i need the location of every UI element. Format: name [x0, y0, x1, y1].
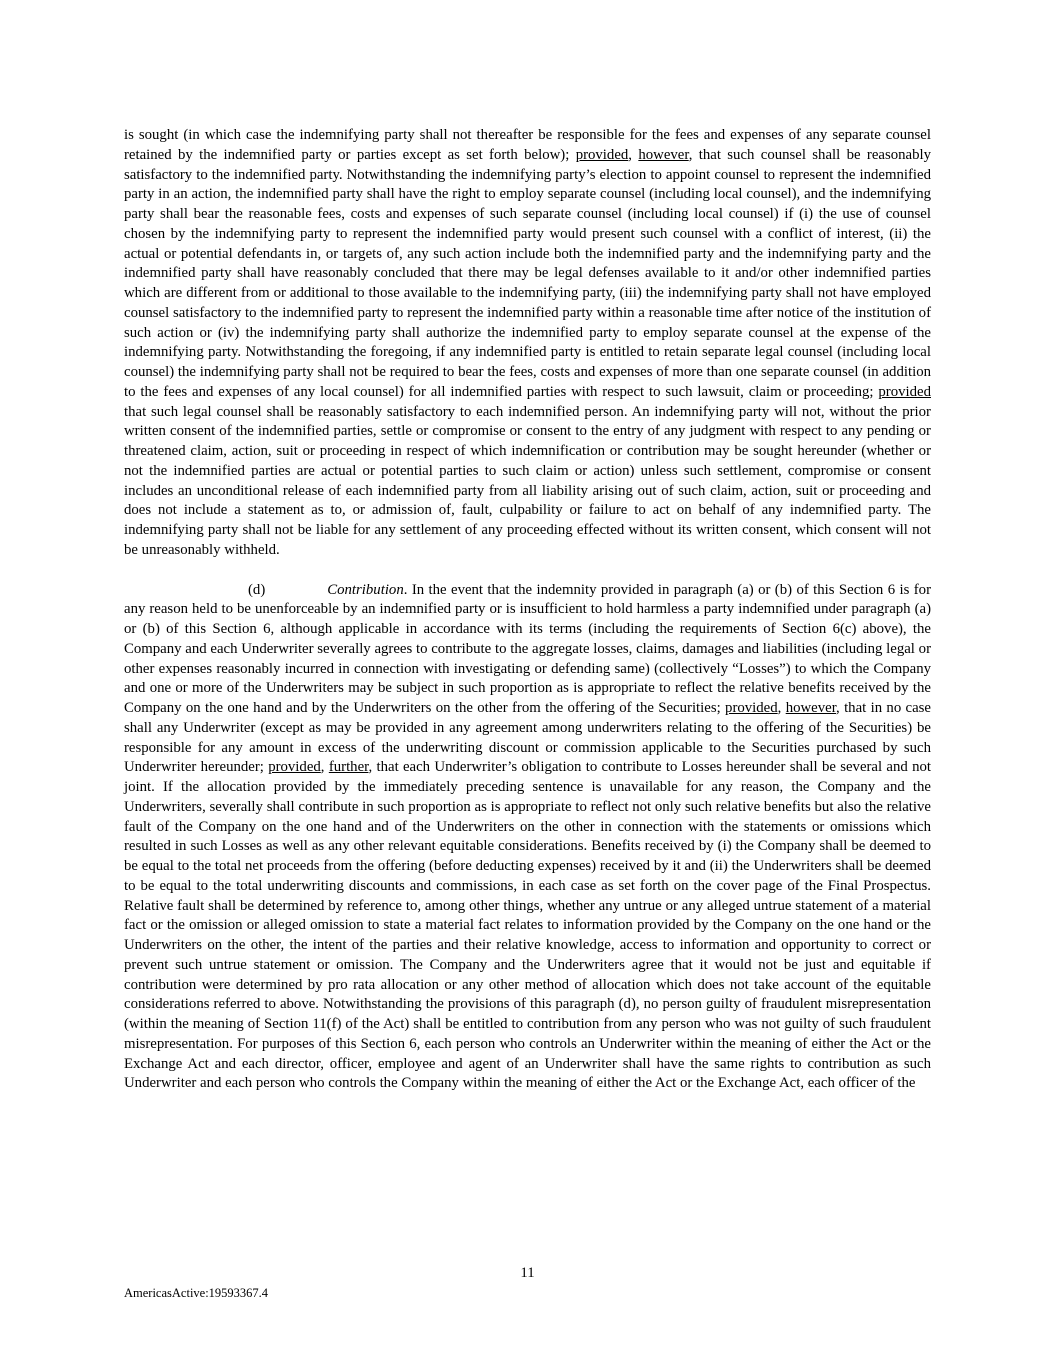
text-run: In the event that the indemnity provided in paragraph (a) or (b) of this Section 6 is for any reason held to be unenforceable by an indemnified party or is insufficient to hold harmless a party indemnified under paragraph (a) or (b) of this Section 6, although applicable in accordance with its terms (including the requirements of Section 6(c) above), the Company and each Underwriter severally agrees to contribute to the aggregate losses, claims, damages and liabilities (including legal or other expenses reasonably incurred in connection with investigating or defending same) (collectively “Losses”) to which the Company and one or more of the Underwriters may be subject in such proportion as is appropriate to reflect the relative benefits received by the Company on the one hand and by the Underwriters on the other from the offering of the Securities;	[124, 581, 931, 716]
underlined-term-provided: provided	[878, 383, 931, 400]
paragraph-heading: Contribution	[327, 581, 404, 598]
underlined-term-however: however	[785, 700, 837, 716]
underlined-term-further: further	[328, 759, 369, 776]
page-number: 11	[520, 1265, 535, 1281]
underlined-term-however: however	[638, 146, 689, 163]
paragraph-c-continuation	[124, 126, 931, 561]
text-run: , that each Underwriter’s obligation to contribute to Losses hereunder shall be several and not joint. If the allocation provided by the immediately preceding sentence is unavailable for any reason, the Company and the Underwriters, severally shall contribute in such proportion as is appropriate to reflect not only such relative benefits but also the relative fault of the Company on the one hand and of the Underwriters on the other in connection with the statements or omissions which resulted in such Losses as well as any other relevant equitable considerations. Benefits received by (i) the Company shall be deemed to be equal to the total net proceeds from the offering (before deducting expenses) received by it and (ii) the Underwriters shall be deemed to be equal to the total underwriting discounts and commissions, in each case as set forth on the cover page of the Final Prospectus. Relative fault shall be determined by reference to, among other things, whether any untrue or any alleged untrue statement of a material fact or the omission or alleged omission to state a material fact relates to information provided by the Company on the one hand or the Underwriters on the other, the intent of the parties and their relative knowledge, access to information and opportunity to correct or prevent such untrue statement or omission. The Company and the Underwriters agree that it would not be just and equitable if contribution were determined by pro rata allocation or any other method of allocation which does not take account of the equitable considerations referred to above. Notwithstanding the provisions of this paragraph (d), no person guilty of fraudulent misrepresentation (within the meaning of Section 11(f) of the Act) shall be entitled to contribution from any person who was not guilty of such fraudulent misrepresentation. For purposes of this Section 6, each person who controls an Underwriter within the meaning of either the Act or the Exchange Act and each director, officer, employee and agent of an Underwriter shall have the same rights to contribution as such Underwriter and each person who controls the Company within the meaning of either the Act or the Exchange Act, each officer of the	[124, 759, 931, 1092]
document-body	[124, 126, 931, 1094]
text-run: , that such counsel shall be reasonably satisfactory to the indemnified party. Notwithstanding the indemnifying party’s election to appoint counsel to represent the indemnified party in an action, the indemnified party shall have the right to employ separate counsel (including local counsel), and the indemnifying party shall bear the reasonable fees, costs and expenses of such separate counsel (including local counsel) if (i) the use of counsel chosen by the indemnifying party to represent the indemnified party would present such counsel with a conflict of interest, (ii) the actual or potential defendants in, or targets of, any such action include both the indemnified party and the indemnifying party and the indemnified party shall have reasonably concluded that there may be legal defenses available to it and/or other indemnified parties which are different from or additional to those available to the indemnifying party, (iii) the indemnifying party shall not have employed counsel satisfactory to the indemnified party to represent the indemnified party within a reasonable time after notice of the institution of such action or (iv) the indemnifying party shall authorize the indemnified party to employ separate counsel at the expense of the indemnifying party. Notwithstanding the foregoing, if any indemnified party is entitled to retain separate legal counsel (including local counsel) the indemnifying party shall not be required to bear the fees, costs and expenses of more than one separate counsel (in addition to the fees and expenses of any local counsel) for all indemnified parties with respect to such lawsuit, claim or proceeding;	[124, 146, 931, 400]
text-run: .	[403, 581, 408, 598]
text-run: ,	[320, 759, 329, 776]
underlined-term-provided: provided	[268, 759, 321, 776]
underlined-term-provided: provided	[725, 700, 778, 716]
text-run: ,	[777, 700, 786, 716]
text-run: that such legal counsel shall be reasonably satisfactory to each indemnified person. An indemnifying party will not, without the prior written consent of the indemnified parties, settle or compromise or consent to the entry of any judgment with respect to any pending or threatened claim, action, suit or proceeding in respect of which indemnification or contribution may be sought hereunder (whether or not the indemnified parties are actual or potential parties to such claim or action) unless such settlement, compromise or consent includes an unconditional release of each indemnified party from all liability arising out of such claim, action, suit or proceeding and does not include a statement as to, or admission of, fault, culpability or failure to act on behalf of any indemnified party. The indemnifying party shall not be liable for any settlement of any proceeding effected without its written consent, which consent will not be unreasonably withheld.	[124, 403, 931, 558]
paragraph-d-contribution	[124, 581, 931, 1095]
text-run: is sought (in which case the indemnifying party shall not thereafter be responsible for the fees and expenses of any separate counsel retained by the indemnified party or parties except as set forth below);	[124, 127, 931, 163]
underlined-term-provided: provided	[575, 146, 629, 163]
text-run: , that in no case shall any Underwriter (except as may be provided in any agreement among underwriters relating to the offering of the Securities) be responsible for any amount in excess of the underwriting discount or commission applicable to the Securities purchased by such Underwriter hereunder;	[124, 700, 931, 776]
text-run: ,	[628, 146, 639, 163]
paragraph-label: (d)	[248, 581, 266, 598]
document-id: AmericasActive:19593367.4	[124, 1286, 269, 1300]
